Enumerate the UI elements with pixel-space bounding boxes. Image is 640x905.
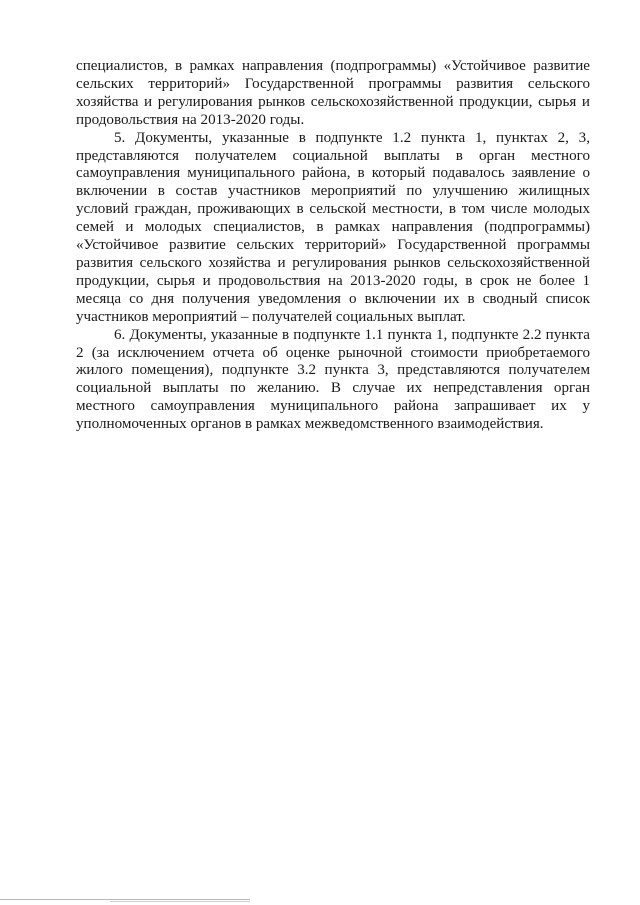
scan-edge-line-faint bbox=[110, 901, 250, 902]
paragraph-continuation: специалистов, в рамках направления (подпрограммы) «Устойчивое развитие сельских территорий» Государственной программы развития сельского хозяйства и регулирования рынков сельскохозяйственной продукции, сырья и продовольствия на 2013-2020 годы. bbox=[76, 58, 590, 128]
paragraph-item-6: 6. Документы, указанные в подпункте 1.1 пункта 1, подпункте 2.2 пункта 2 (за исключением отчета об оценке рыночной стоимости приобретаемого жилого помещения), подпункте 3.2 пункта 3, представляются получателем социальной выплаты по желанию. В случае их непредставления орган местного самоуправления муниципального района запрашивает их у уполномоченных органов в рамках межведомственного взаимодействия. bbox=[76, 326, 590, 433]
document-body bbox=[76, 58, 590, 434]
scan-edge-line bbox=[0, 899, 250, 900]
paragraph-item-5: 5. Документы, указанные в подпункте 1.2 пункта 1, пунктах 2, 3, представляются получателем социальной выплаты в орган местного самоуправления муниципального района, в который подавалось заявление о включении в состав участников мероприятий по улучшению жилищных условий граждан, проживающих в сельской местности, в том числе молодых семей и молодых специалистов, в рамках направления (подпрограммы) «Устойчивое развитие сельских территорий» Государственной программы развития сельского хозяйства и регулирования рынков сельскохозяйственной продукции, сырья и продовольствия на 2013-2020 годы, в срок не более 1 месяца со дня получения уведомления о включении их в сводный список участников мероприятий – получателей социальных выплат. bbox=[76, 129, 590, 325]
